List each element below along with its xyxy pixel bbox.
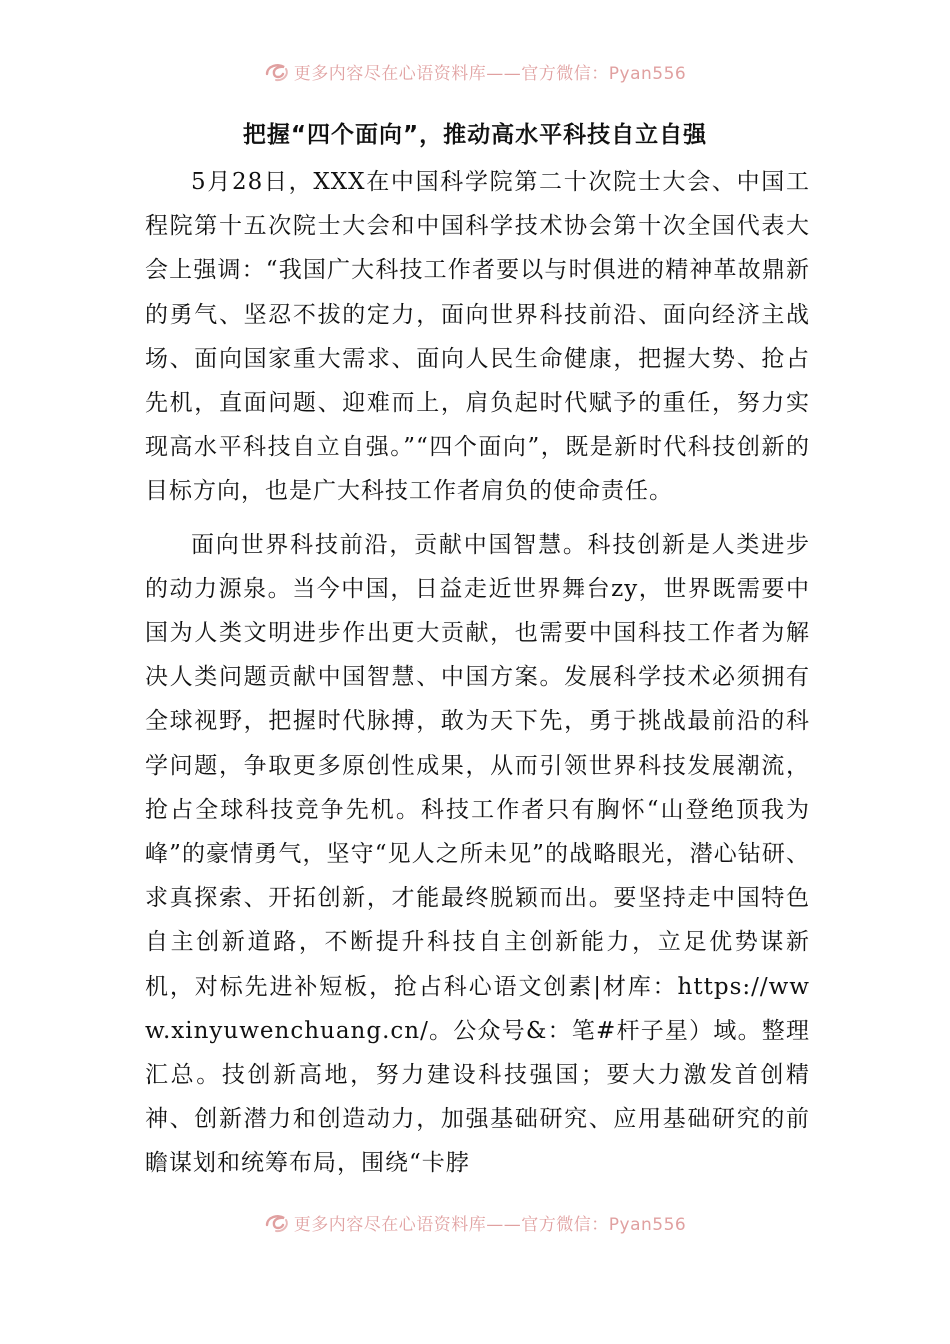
document-title: 把握“四个面向”，推动高水平科技自立自强 xyxy=(242,122,708,148)
brand-swirl-icon xyxy=(264,1211,290,1233)
paragraph: 5月28日，XXX在中国科学院第二十次院士大会、中国工程院第十五次院士大会和中国科学技术协会第十次全国代表大会上强调：“我国广大科技工作者要以与时俱进的精神革故鼎新的勇气、坚忍不拔的定力，面向世界科技前沿、面向经济主战场、面向国家重大需求、面向人民生命健康，把握大势、抢占先机，直面问题、迎难而上，肩负起时代赋予的重任，努力实现高水平科技自立自强。”“四个面向”，既是新时代科技创新的目标方向，也是广大科技工作者肩负的使命责任。 xyxy=(145,169,810,505)
watermark-text: 更多内容尽在心语资料库——官方微信：Pyan556 xyxy=(293,63,687,84)
header-watermark xyxy=(0,56,950,86)
footer-watermark xyxy=(0,1207,950,1237)
watermark-text: 更多内容尽在心语资料库——官方微信：Pyan556 xyxy=(293,1214,687,1235)
brand-swirl-icon xyxy=(264,60,290,82)
paragraph: 面向世界科技前沿，贡献中国智慧。科技创新是人类进步的动力源泉。当今中国，日益走近世界舞台zy，世界既需要中国为人类文明进步作出更大贡献，也需要中国科技工作者为解决人类问题贡献中国智慧、中国方案。发展科学技术必须拥有全球视野，把握时代脉搏，敢为天下先，勇于挑战最前沿的科学问题，争取更多原创性成果，从而引领世界科技发展潮流，抢占全球科技竞争先机。科技工作者只有胸怀“山登绝顶我为峰”的豪情勇气，坚守“见人之所未见”的战略眼光，潜心钻研、求真探索、开拓创新，才能最终脱颖而出。要坚持走中国特色自主创新道路，不断提升科技自主创新能力，立足优势谋新机，对标先进补短板，抢占科心语文创素|材库：https://www.xinyuwenchuang.cn/。公众号&：笔#杆子星）域。整理汇总。技创新高地，努力建设科技强国；要大力激发首创精神、创新潜力和创造动力，加强基础研究、应用基础研究的前瞻谋划和统筹布局，围绕“卡脖 xyxy=(145,531,810,1177)
document-body xyxy=(145,160,810,1186)
